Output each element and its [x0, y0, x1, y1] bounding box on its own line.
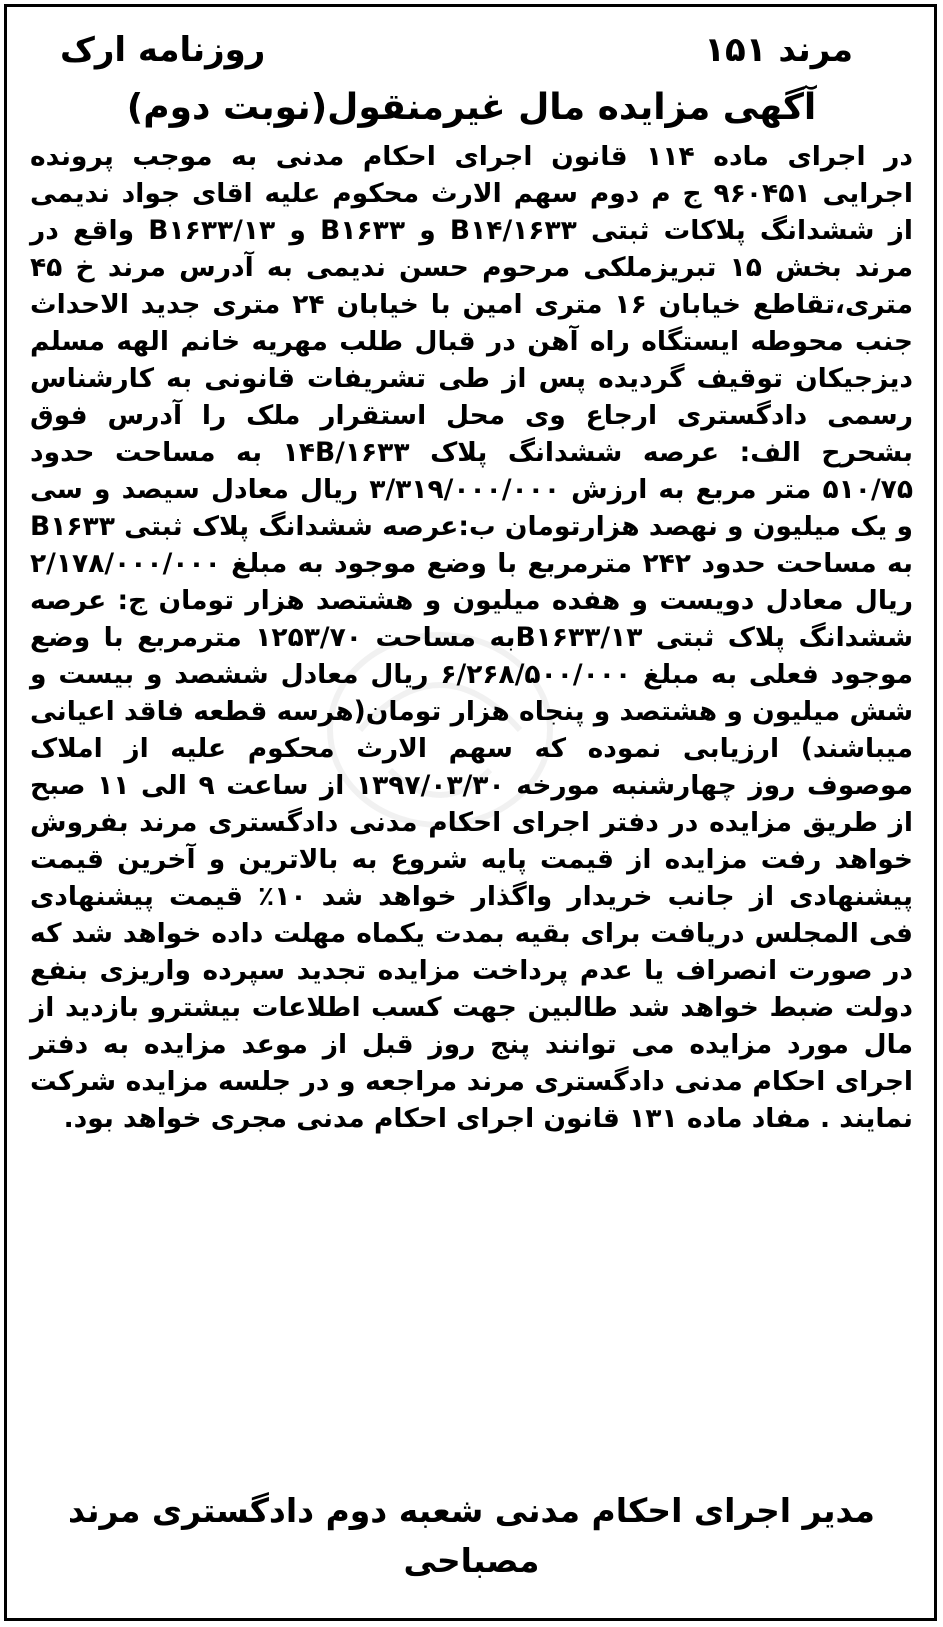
- notice-body-text: در اجرای ماده ۱۱۴ قانون اجرای احکام مدنی به موجب پرونده اجرایی ۹۶۰۴۵۱ ج م دوم سهم الارث محکوم علیه اقای جواد ندیمی از ششدانگ پلاکات ثبتی B۱۴/۱۶۳۳ و B۱۶۳۳ و B۱۶۳۳/۱۳ واقع در مرند بخش ۱۵ تبریزملکی مرحوم حسن ندیمی به آدرس مرند خ ۴۵ متری،تقاطع خیابان ۱۶ متری امین با خیابان ۲۴ متری جدید الاحداث جنب محوطه ایستگاه راه آهن در قبال طلب مهریه خانم الهه مسلم دیزجیکان توقیف گردیده پس از طی تشریفات قانونی به کارشناس رسمی دادگستری ارجاع وی محل استقرار ملک را آدرس فوق بشحرح الف: عرصه ششدانگ پلاک ۱۴B/۱۶۳۳ به مساحت حدود ۵۱۰/۷۵ متر مربع به ارزش ۳/۳۱۹/۰۰۰/۰۰۰ ریال معادل سیصد و سی و یک میلیون و نهصد هزارتومان ب:عرصه ششدانگ پلاک ثبتی B۱۶۳۳ به مساحت حدود ۲۴۲ مترمربع با وضع موجود به مبلغ ۲/۱۷۸/۰۰۰/۰۰۰ ریال معادل دویست و هفده میلیون و هشتصد هزار تومان ج: عرصه ششدانگ پلاک ثبتی B۱۶۳۳/۱۳به مساحت ۱۲۵۳/۷۰ مترمربع با وضع موجود فعلی به مبلغ ۶/۲۶۸/۵۰۰/۰۰۰ ریال معادل ششصد و بیست و شش میلیون و هشتصد و پنجاه هزار تومان(هرسه قطعه فاقد اعیانی میباشند) ارزیابی نموده که سهم الارث محکوم علیه از املاک موصوف روز چهارشنبه مورخه ۱۳۹۷/۰۳/۳۰ از ساعت ۹ الی ۱۱ صبح از طریق مزایده در دفتر اجرای احکام مدنی دادگستری مرند بفروش خواهد رفت مزایده از قیمت پایه شروع به بالاترین و آخرین قیمت پیشنهادی از جانب خریدار واگذار خواهد شد ۱۰٪ قیمت پیشنهادی فی المجلس دریافت برای بقیه بمدت یکماه مهلت داده خواهد شد که در صورت انصراف یا عدم پرداخت مزایده تجدید سپرده واریزی بنفع دولت ضبط خواهد شد طالبین جهت کسب اطلاعات بیشترو بازدید از مال مورد مزایده می توانند پنج روز قبل از موعد مزایده به دفتر اجرای احکام مدنی دادگستری مرند مراجعه و در جلسه مزایده شرکت نمایند . مفاد ماده ۱۳۱ قانون اجرای احکام مدنی مجری خواهد بود.: [30, 141, 914, 1134]
- city-edition-label: مرند ۱۵۱: [704, 30, 853, 70]
- notice-signature: [20, 1486, 923, 1586]
- notice-header: [40, 30, 903, 80]
- signature-office: مدیر اجرای احکام مدنی شعبه دوم دادگستری مرند: [68, 1491, 875, 1530]
- notice-body: [30, 138, 913, 1137]
- newspaper-name: روزنامه ارک: [60, 30, 266, 70]
- signature-name: مصباحی: [403, 1541, 540, 1580]
- notice-title: آگهی مزایده مال غیرمنقول(نوبت دوم): [126, 87, 817, 128]
